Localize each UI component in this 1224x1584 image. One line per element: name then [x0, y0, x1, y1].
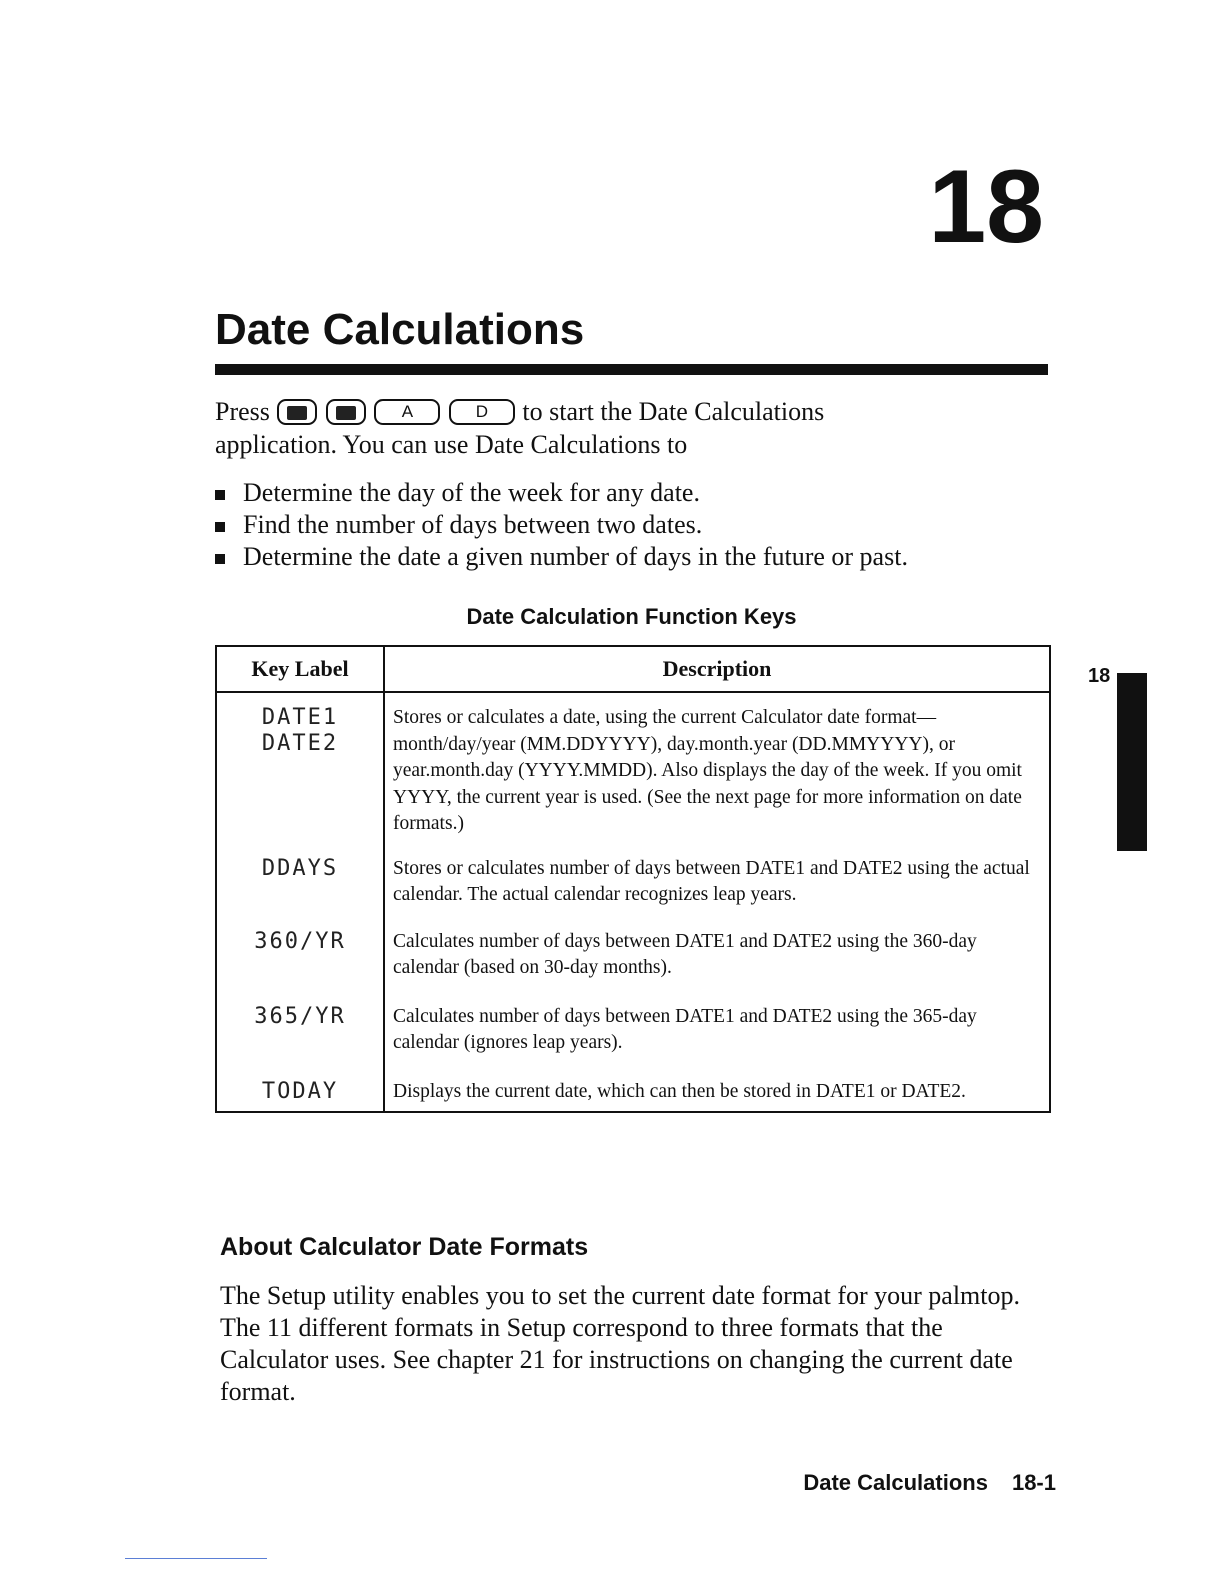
description-cell: Calculates number of days between DATE1 and DATE2 using the 365-day calendar (ignores leap years).: [393, 1005, 977, 1053]
footer-title: Date Calculations: [803, 1470, 988, 1495]
table-row: [216, 692, 1050, 850]
footer-line: [125, 1558, 267, 1559]
page-number: 18-1: [1011, 1470, 1056, 1495]
description-cell: Displays the current date, which can then be stored in DATE1 or DATE2.: [393, 1080, 966, 1102]
table-row: [216, 996, 1050, 1071]
section-body: The Setup utility enables you to set the current date format for your palmtop. The 11 different formats in Setup correspond to three formats that the Calculator uses. See chapter 21 for instructions on changing the current date format.: [220, 1281, 1021, 1406]
function-keys-table: [215, 645, 1051, 1113]
key-label-cell: [216, 692, 384, 850]
page-footer: [803, 1470, 1056, 1496]
key-label-date2: DATE2: [261, 731, 339, 756]
title-rule: [215, 364, 1048, 375]
chapter-tab-marker: [1117, 673, 1147, 851]
intro-paragraph: [215, 395, 1035, 461]
chapter-number: 18: [928, 149, 1044, 265]
blue-shift-key-icon: [277, 399, 317, 425]
key-label-date1: DATE1: [261, 705, 339, 730]
table-row: [216, 921, 1050, 996]
list-item: Determine the date a given number of days in the future or past.: [215, 541, 908, 573]
key-label-ddays: DDAYS: [216, 850, 384, 921]
table-row: [216, 1071, 1050, 1113]
key-label-360yr: 360/YR: [216, 921, 384, 996]
key-label-365yr: 365/YR: [216, 996, 384, 1071]
intro-line1-rest: to start the Date Calculations: [522, 397, 825, 426]
list-item: Find the number of days between two dates.: [215, 509, 908, 541]
feature-list: [215, 477, 908, 573]
table-header-row: [216, 646, 1050, 692]
header-description: Description: [384, 646, 1050, 692]
intro-press: Press: [215, 397, 270, 426]
list-item: Determine the day of the week for any date.: [215, 477, 908, 509]
table-caption: Date Calculation Function Keys: [466, 604, 797, 629]
header-key-label: Key Label: [216, 646, 384, 692]
menu-key-icon: [326, 399, 366, 425]
key-a: A: [374, 399, 440, 425]
intro-line2: application. You can use Date Calculations to: [215, 430, 688, 459]
description-cell: Stores or calculates a date, using the current Calculator date format—month/day/year (MM.DDYYYY), day.month.year (DD.MMYYYY), or year.month.day (YYYY.MMDD). Also displays the day of the week. If you omit YYYY, the current year is used. (See the next page for more information on date formats.): [393, 707, 1022, 834]
description-cell: Calculates number of days between DATE1 and DATE2 using the 360-day calendar (based on 30-day months).: [393, 930, 977, 978]
table-row: [216, 850, 1050, 921]
description-cell: Stores or calculates number of days between DATE1 and DATE2 using the actual calendar. The actual calendar recognizes leap years.: [393, 857, 1030, 905]
chapter-tab-label: 18: [1088, 665, 1111, 687]
section-heading: About Calculator Date Formats: [220, 1233, 589, 1261]
page-title: Date Calculations: [215, 305, 585, 354]
key-label-today: TODAY: [216, 1071, 384, 1113]
key-d: D: [449, 399, 515, 425]
